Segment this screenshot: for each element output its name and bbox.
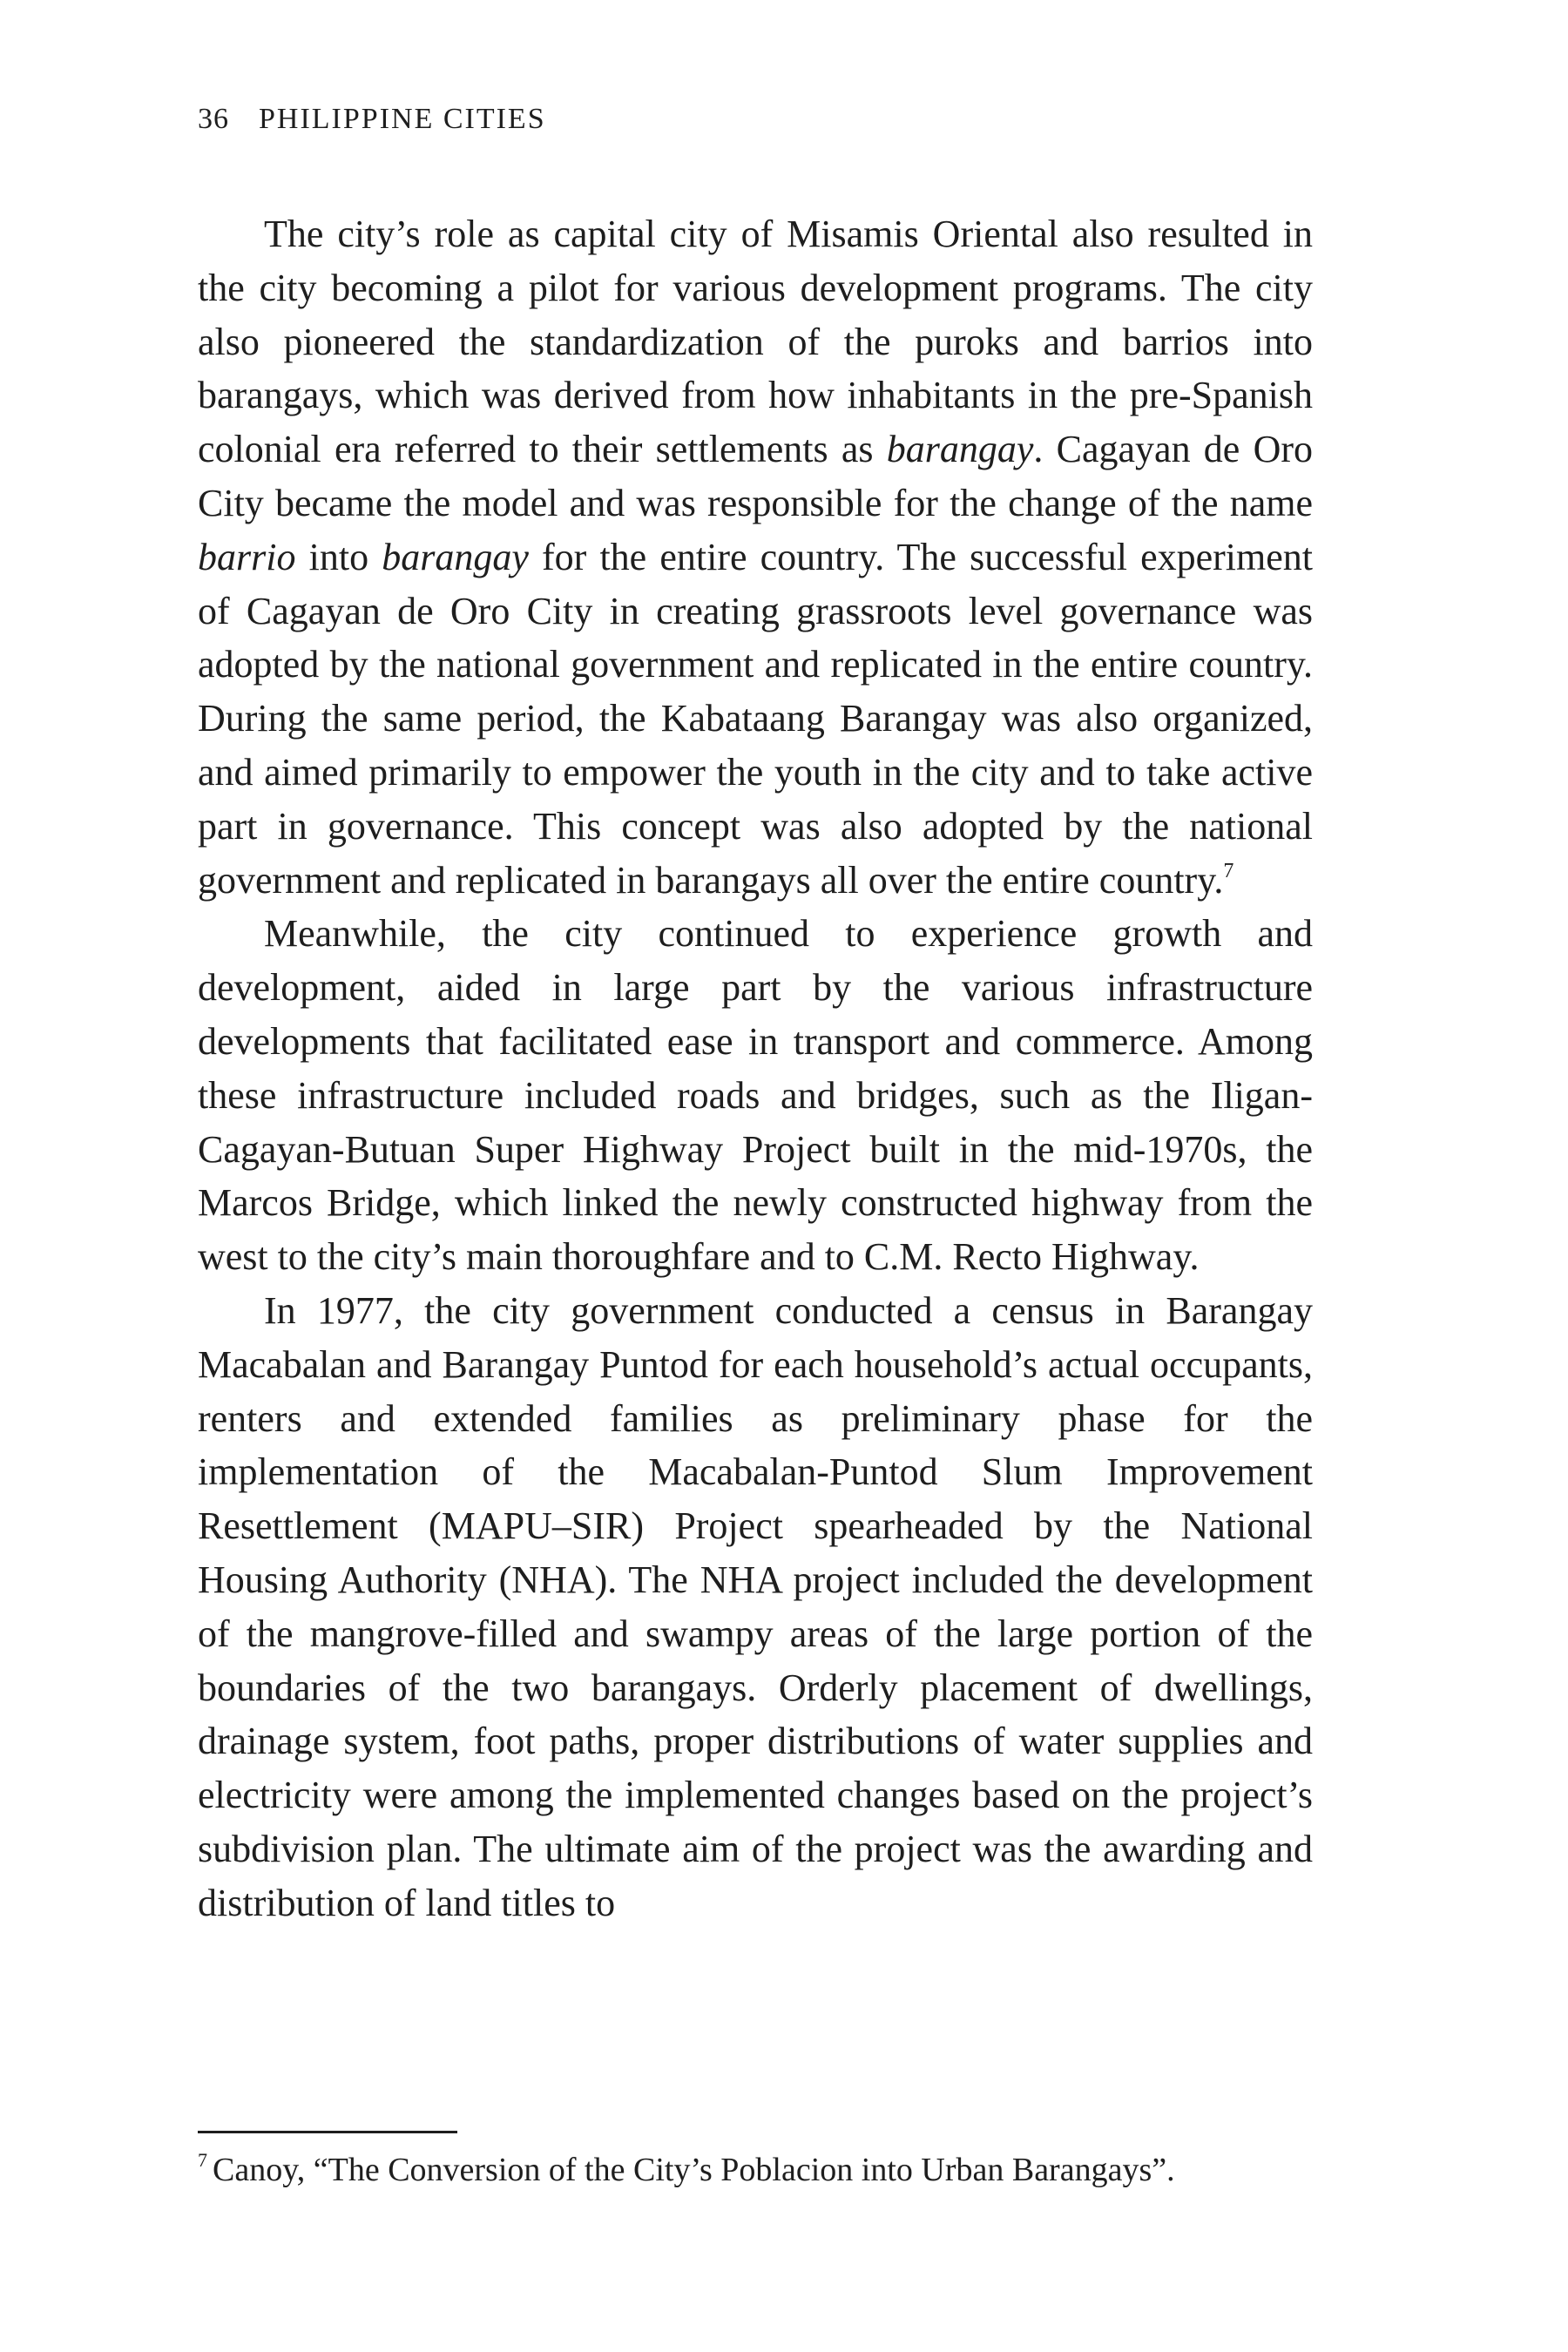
paragraph-3: In 1977, the city government conducted a census in Barangay Macabalan and Barangay Puntod for each household’s actual occupants, renters and extended families as preliminary phase for the implementation of the Macabalan-Puntod Slum Improvement Resettlement (MAPU–SIR) Project spearheaded by the National Housing Authority (NHA). The NHA project included the development of the mangrove-filled and swampy areas of the large portion of the boundaries of the two barangays. Orderly placement of dwellings, drainage system, foot paths, proper distributions of water supplies and electricity were among the implemented changes based on the project’s subdivision plan. The ultimate aim of the project was the awarding and distribution of land titles to [198, 1288, 1313, 1924]
footnote [198, 2146, 1313, 2193]
footnote-marker: 7 [198, 2149, 207, 2171]
paragraph-1-text-c: into [295, 535, 382, 578]
paragraph-1-text-a: The city’s role as capital city of Misamis Oriental also resulted in the city becoming a pilot for various development programs. The city also pioneered the standardization of the puroks and barrios into barangays, which was derived from how inhabitants in the pre-Spanish colonial era referred to their settlements as [198, 213, 1313, 471]
paragraph-2: Meanwhile, the city continued to experience growth and development, aided in large part by the various infrastructure developments that facilitated ease in transport and commerce. Among these infrastructure included roads and bridges, such as the Iligan-Cagayan-Butuan Super Highway Project built in the mid-1970s, the Marcos Bridge, which linked the newly constructed highway from the west to the city’s main thoroughfare and to C.M. Recto Highway. [198, 912, 1313, 1279]
paragraph-1 [198, 207, 1313, 907]
italic-term-barangay-2: barangay [382, 535, 529, 578]
running-title: PHILIPPINE CITIES [259, 103, 546, 135]
paragraph-1-text-b: . Cagayan de Oro City became the model and was responsible for the change of the name [198, 428, 1313, 524]
paragraph-1-text-d: for the entire country. The successful experiment of Cagayan de Oro City in creating grassroots level governance was adopted by the national government and replicated in the entire country. During the same period, the Kabataang Barangay was also organized, and aimed primarily to empower the youth in the city and to take active part in governance. This concept was also adopted by the national government and replicated in barangays all over the entire country. [198, 535, 1313, 902]
footnote-reference[interactable]: 7 [1223, 859, 1234, 882]
footnote-rule [198, 2131, 457, 2133]
page-number: 36 [198, 103, 229, 135]
italic-term-barrio: barrio [198, 535, 296, 578]
running-head [198, 103, 546, 136]
body-text [198, 207, 1313, 1930]
footnote-text: Canoy, “The Conversion of the City’s Poblacion into Urban Barangays”. [213, 2152, 1175, 2188]
italic-term-barangay: barangay [886, 428, 1034, 471]
